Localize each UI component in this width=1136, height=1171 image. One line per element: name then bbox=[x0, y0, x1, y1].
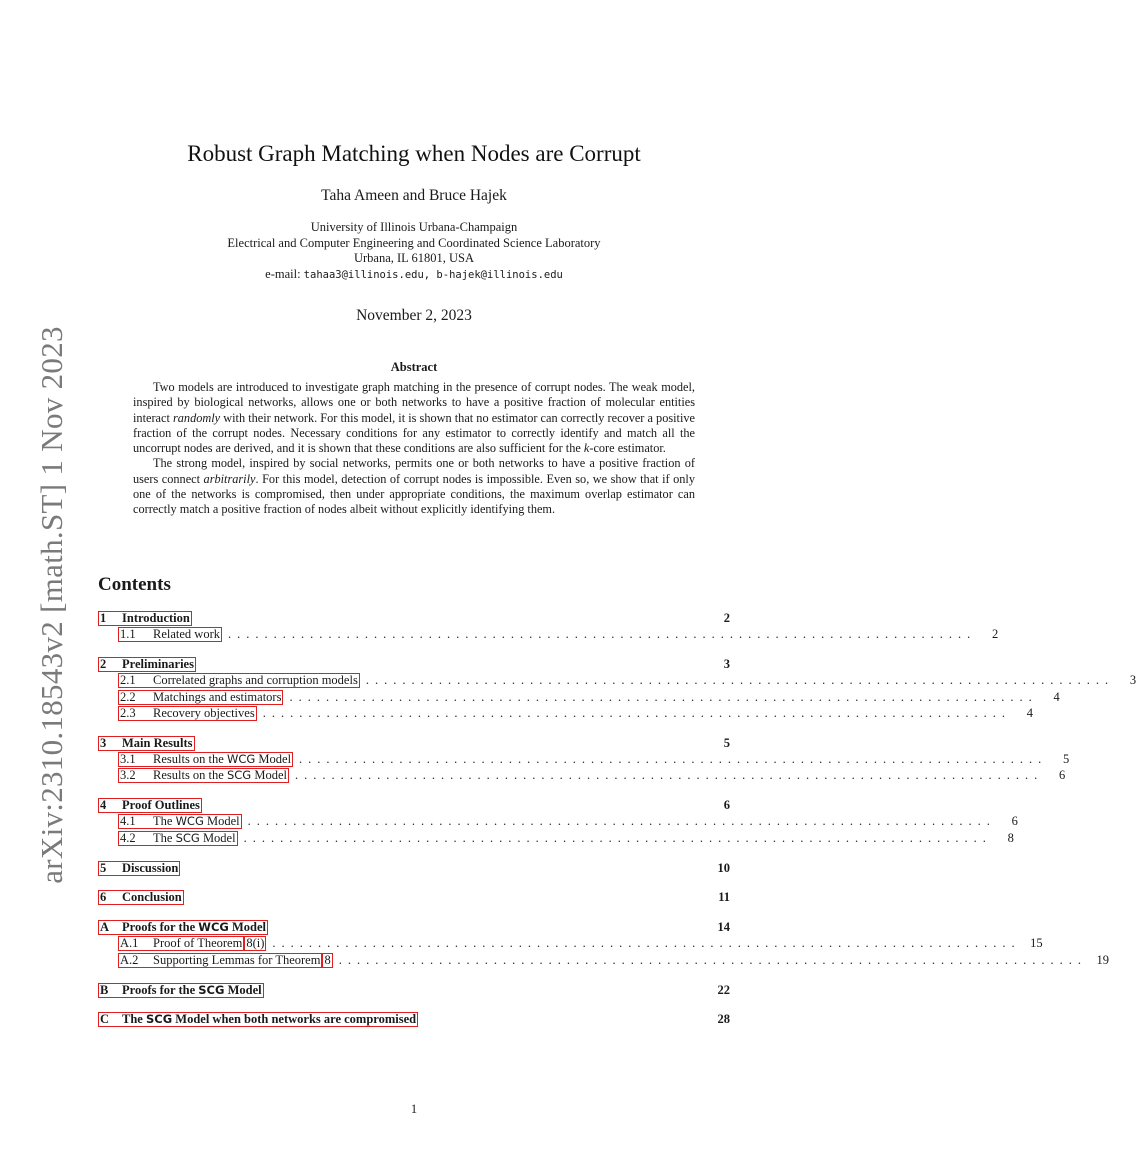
toc-section-conclusion[interactable] bbox=[98, 889, 730, 905]
toc-page: 5 bbox=[723, 735, 730, 750]
abstract-heading: Abstract bbox=[390, 360, 438, 374]
toc-page: 19 bbox=[1096, 952, 1109, 967]
paper-title: Robust Graph Matching when Nodes are Corrupt bbox=[187, 141, 641, 166]
theorem-ref-link[interactable]: 8 bbox=[324, 952, 331, 967]
affiliation-email bbox=[0, 267, 828, 284]
toc-appendix-a[interactable] bbox=[98, 919, 730, 935]
toc-link[interactable]: A.2 Supporting Lemmas for Theorem bbox=[120, 952, 321, 967]
toc-page: 6 bbox=[723, 798, 730, 813]
toc-appendix-b[interactable] bbox=[98, 982, 730, 998]
abstract-paragraph-2: The strong model, inspired by social networks, permits one or both networks to have a positive fraction of users connect arbitrarily. For this model, detection of corrupt nodes is impossible. Even so, we show that if only one of the networks is compromised, then under appropriate conditions, the maximum overlap estimator can correctly match a positive fraction of nodes albeit without explicitly identifying them. bbox=[133, 456, 695, 517]
toc-link[interactable]: C The SCG Model when both networks are compromised bbox=[100, 1012, 417, 1027]
email-prefix: e-mail: bbox=[265, 266, 304, 281]
toc-page: 4 bbox=[1053, 689, 1060, 704]
toc-leader: .................................................................................. bbox=[289, 689, 1038, 704]
toc-page: 4 bbox=[1026, 705, 1033, 720]
toc-subsection-results-wcg[interactable] bbox=[98, 751, 1070, 767]
toc-link[interactable]: 1 Introduction bbox=[100, 611, 190, 625]
paper-date: November 2, 2023 bbox=[356, 307, 472, 324]
toc-link[interactable]: 3 Main Results bbox=[100, 735, 193, 750]
toc-page: 8 bbox=[1007, 830, 1014, 845]
toc-subsection-correlated-graphs[interactable] bbox=[98, 672, 1136, 688]
toc-subsection-wcg-model[interactable] bbox=[98, 813, 1018, 829]
toc-leader: .................................................................................. bbox=[228, 627, 977, 642]
theorem-ref-link[interactable]: 8(i) bbox=[246, 936, 265, 951]
toc-subsection-scg-model[interactable] bbox=[98, 830, 1014, 846]
toc-leader: .................................................................................. bbox=[338, 952, 1087, 967]
toc-section-main-results[interactable] bbox=[98, 735, 730, 751]
toc-page: 6 bbox=[1011, 814, 1018, 829]
toc-page: 11 bbox=[718, 890, 730, 905]
contents-heading: Contents bbox=[98, 574, 171, 595]
toc-section-discussion[interactable] bbox=[98, 860, 730, 876]
toc-link[interactable]: 3.1 Results on the WCG Model bbox=[120, 752, 292, 767]
toc-link[interactable]: 2.3 Recovery objectives bbox=[120, 705, 255, 720]
toc-link[interactable]: A.1 Proof of Theorem bbox=[120, 936, 243, 951]
authors: Taha Ameen and Bruce Hajek bbox=[321, 187, 507, 204]
toc-subsection-recovery-objectives[interactable] bbox=[98, 705, 1033, 721]
toc-page: 14 bbox=[717, 920, 730, 935]
toc-appendix-c[interactable] bbox=[98, 1011, 730, 1027]
toc-leader: .................................................................................. bbox=[299, 752, 1048, 767]
toc-subsection-related-work[interactable] bbox=[98, 626, 999, 642]
toc-link[interactable]: 4.1 The WCG Model bbox=[120, 814, 240, 829]
toc-subsection-results-scg[interactable] bbox=[98, 767, 1066, 783]
abstract-paragraph-1: Two models are introduced to investigate graph matching in the presence of corrupt nodes. The weak model, inspired by biological networks, allows one or both networks to have a positive fraction of molecular entities interact randomly with their network. For this model, it is shown that no estimator can correctly recover a positive fraction of the corrupt nodes. Necessary conditions for any estimator to correctly identify and match all the uncorrupt nodes are derived, and it is shown that these conditions are also sufficient for the k-core estimator. bbox=[133, 380, 695, 456]
toc-leader: .................................................................................. bbox=[294, 768, 1044, 783]
toc-page: 15 bbox=[1030, 936, 1043, 951]
affiliation-university: University of Illinois Urbana-Champaign bbox=[310, 220, 518, 234]
toc-leader: .................................................................................. bbox=[243, 830, 992, 845]
toc-subsection-proof-theorem[interactable] bbox=[98, 935, 1043, 951]
toc-leader: .................................................................................. bbox=[247, 814, 996, 829]
toc-page: 6 bbox=[1058, 768, 1066, 783]
toc-section-introduction[interactable] bbox=[98, 610, 730, 626]
toc-link[interactable]: 4.2 The SCG Model bbox=[120, 830, 236, 845]
toc-page: 2 bbox=[992, 627, 999, 642]
toc-section-proof-outlines[interactable] bbox=[98, 797, 730, 813]
abstract-body bbox=[133, 380, 695, 518]
toc-leader: .................................................................................. bbox=[272, 936, 1021, 951]
toc-page: 10 bbox=[717, 860, 730, 875]
toc-link[interactable]: 2.2 Matchings and estimators bbox=[120, 689, 282, 704]
affiliation bbox=[0, 220, 828, 283]
toc-page: 2 bbox=[723, 611, 730, 625]
toc-page: 3 bbox=[723, 657, 730, 672]
toc-page: 5 bbox=[1063, 752, 1070, 767]
toc-link[interactable]: 3.2 Results on the SCG Model bbox=[120, 768, 287, 783]
toc-page: 3 bbox=[1129, 673, 1136, 688]
arxiv-stamp: arXiv:2310.18543v2 [math.ST] 1 Nov 2023 bbox=[34, 326, 69, 884]
toc-page: 22 bbox=[717, 982, 730, 997]
table-of-contents bbox=[98, 610, 1136, 1028]
email-addresses[interactable]: tahaa3@illinois.edu, b-hajek@illinois.edu bbox=[303, 268, 563, 281]
toc-subsection-supporting-lemmas[interactable] bbox=[98, 952, 1109, 968]
toc-leader: .................................................................................. bbox=[365, 673, 1115, 688]
toc-link[interactable]: 4 Proof Outlines bbox=[100, 798, 200, 813]
toc-link[interactable]: A Proofs for the WCG Model bbox=[100, 920, 266, 935]
toc-subsection-matchings[interactable] bbox=[98, 689, 1060, 705]
toc-link[interactable]: 2.1 Correlated graphs and corruption models bbox=[120, 673, 358, 688]
toc-page: 28 bbox=[717, 1012, 730, 1027]
toc-link[interactable]: B Proofs for the SCG Model bbox=[100, 982, 262, 997]
toc-link[interactable]: 6 Conclusion bbox=[100, 890, 182, 905]
toc-link[interactable]: 5 Discussion bbox=[100, 860, 179, 875]
affiliation-address: Urbana, IL 61801, USA bbox=[353, 251, 474, 265]
toc-section-preliminaries[interactable] bbox=[98, 656, 730, 672]
toc-link[interactable]: 2 Preliminaries bbox=[100, 657, 194, 672]
toc-leader: .................................................................................. bbox=[262, 705, 1011, 720]
affiliation-department: Electrical and Computer Engineering and Coordinated Science Laboratory bbox=[227, 235, 601, 250]
page-number: 1 bbox=[410, 1102, 418, 1116]
toc-link[interactable]: 1.1 Related work bbox=[120, 627, 220, 642]
